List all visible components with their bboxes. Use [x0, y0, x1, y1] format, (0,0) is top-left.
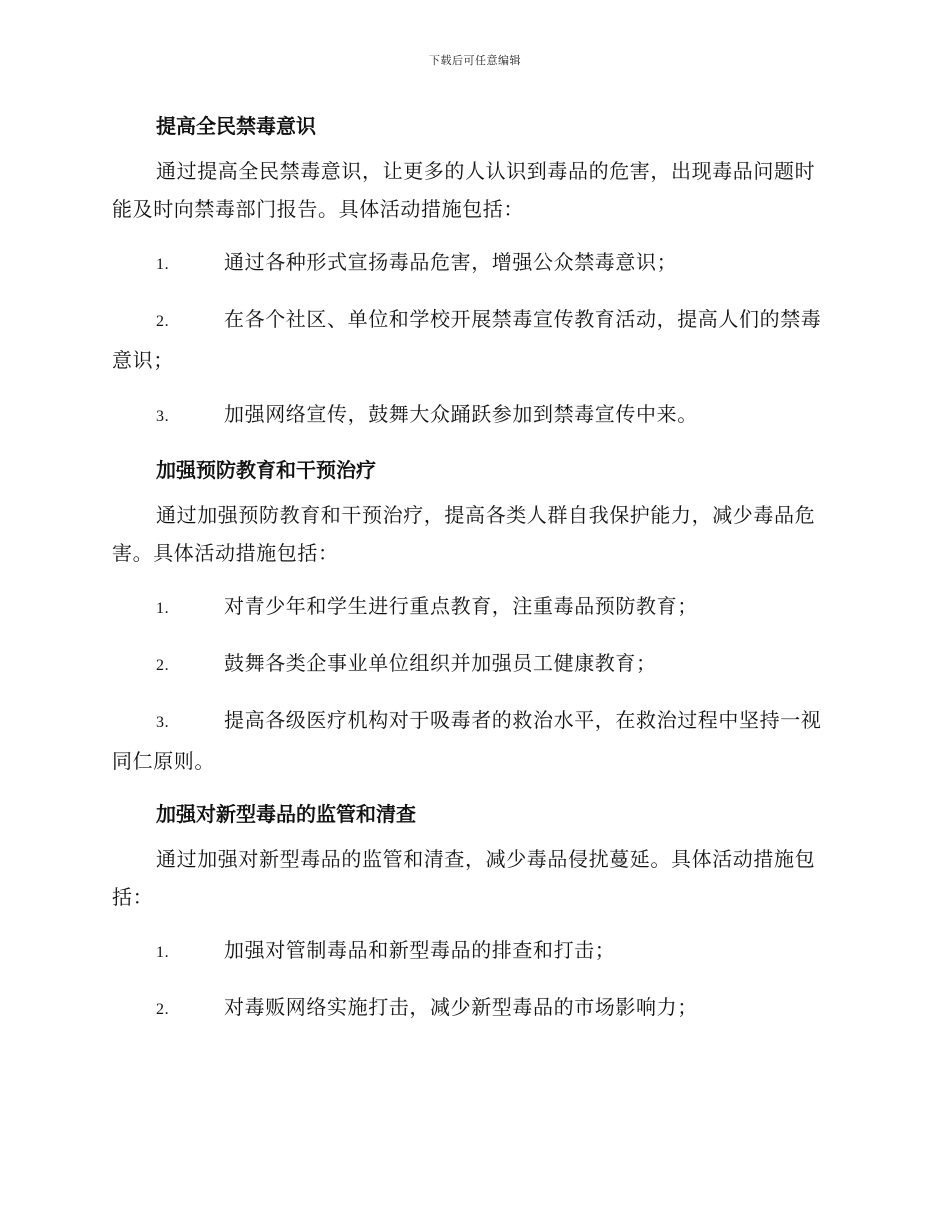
list-item	[112, 587, 834, 628]
section-1	[112, 108, 834, 436]
list-item	[112, 988, 834, 1029]
section-intro: 通过提高全民禁毒意识，让更多的人认识到毒品的危害，出现毒品问题时能及时向禁毒部门报告。具体活动措施包括：	[112, 159, 816, 221]
list-text: 在各个社区、单位和学校开展禁毒宣传教育活动，提高人们的禁毒意识；	[112, 307, 822, 372]
list-number: 1.	[156, 944, 170, 961]
section-3	[112, 796, 834, 1029]
list-number: 1.	[156, 600, 170, 617]
section-intro: 通过加强预防教育和干预治疗，提高各类人群自我保护能力，减少毒品危害。具体活动措施包括：	[112, 503, 816, 565]
section-title: 提高全民禁毒意识	[156, 114, 316, 138]
list-text: 对毒贩网络实施打击，减少新型毒品的市场影响力；	[224, 995, 698, 1019]
list-item	[112, 243, 834, 284]
list-item	[112, 701, 834, 780]
section-title: 加强预防教育和干预治疗	[156, 458, 376, 482]
list-text: 鼓舞各类企事业单位组织并加强员工健康教育；	[224, 651, 657, 675]
list-text: 通过各种形式宣扬毒品危害，增强公众禁毒意识；	[224, 250, 678, 274]
list-item	[112, 300, 834, 379]
list-text: 加强网络宣传，鼓舞大众踊跃参加到禁毒宣传中来。	[224, 402, 698, 426]
list-text: 提高各级医疗机构对于吸毒者的救治水平，在救治过程中坚持一视同仁原则。	[112, 708, 822, 773]
list-number: 2.	[156, 1001, 170, 1018]
list-item	[112, 395, 834, 436]
list-item	[112, 931, 834, 972]
document-body	[112, 108, 834, 1045]
list-number: 3.	[156, 408, 170, 425]
section-2	[112, 452, 834, 780]
section-title: 加强对新型毒品的监管和清查	[156, 802, 416, 826]
list-text: 对青少年和学生进行重点教育，注重毒品预防教育；	[224, 594, 698, 618]
section-intro: 通过加强对新型毒品的监管和清查，减少毒品侵扰蔓延。具体活动措施包括：	[112, 847, 816, 909]
list-text: 加强对管制毒品和新型毒品的排查和打击；	[224, 938, 616, 962]
list-item	[112, 644, 834, 685]
list-number: 1.	[156, 256, 170, 273]
list-number: 2.	[156, 313, 170, 330]
list-number: 2.	[156, 657, 170, 674]
page-header: 下载后可任意编辑	[429, 54, 521, 67]
list-number: 3.	[156, 714, 170, 731]
